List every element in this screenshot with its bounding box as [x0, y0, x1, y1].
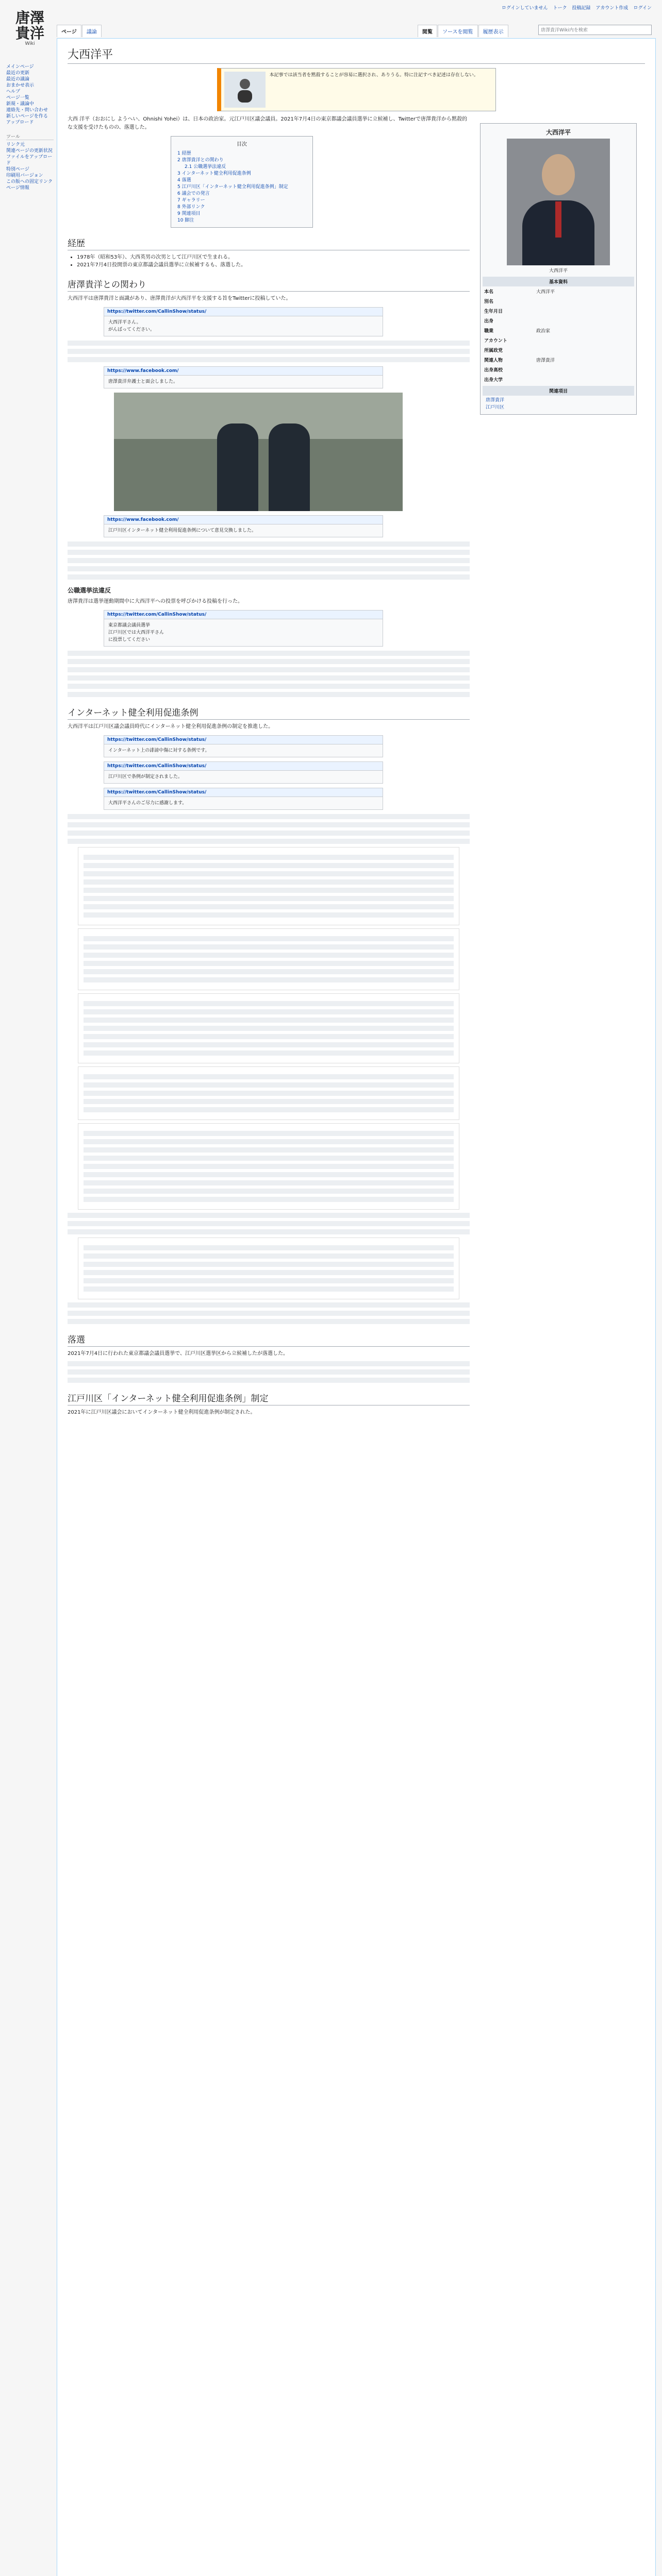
tools-heading: ツール [6, 133, 54, 140]
embedded-post [104, 761, 383, 784]
post-line: 江戸川区インターネット健全利用促進条例について意見交換しました。 [108, 528, 257, 533]
infobox-key: 所属政党 [484, 348, 503, 353]
sidebar-nav-link[interactable]: 新しいページを作る [6, 114, 48, 119]
toc-item[interactable] [177, 204, 306, 211]
infobox-value [535, 296, 634, 306]
infobox-section-links: 関連項目 [483, 386, 634, 396]
post-body [104, 619, 383, 646]
post-line: 東京都議会議員選挙 [108, 623, 151, 628]
post-line: がんばってください。 [108, 327, 155, 332]
toc-number: 5 [177, 184, 180, 190]
nav-portal [6, 64, 54, 126]
ordinance-paragraph: 大西洋平は江戸川区議会議員時代にインターネット健全利用促進条例の制定を推進した。 [68, 724, 274, 730]
table-of-contents [171, 136, 313, 228]
toc-number: 7 [177, 198, 180, 203]
section-career-title: 経歴 [68, 236, 470, 250]
post-link[interactable]: https://twitter.com/CallinShow/status/ [104, 788, 383, 797]
intro-paragraph: 大西 洋平（おおにし ようへい、Ohnishi Yohei）は、日本の政治家。元江戸川区議会議員。2021年7月4日の東京都議会議員選挙に立候補し、Twitterで唐澤貴洋から黙殺的な支援を受けたものの、落選した。 [68, 116, 468, 130]
post-link[interactable]: https://www.facebook.com/ [104, 516, 383, 524]
career-list [77, 253, 470, 269]
section-defeat-title: 落選 [68, 1332, 470, 1347]
toc-number: 2 [177, 158, 180, 163]
notice-box [217, 68, 496, 111]
text-block [68, 1302, 470, 1324]
infobox-key: 職業 [484, 329, 494, 334]
sidebar-nav-link[interactable]: 最近の議論 [6, 77, 30, 82]
post-line: 大西洋平さん。 [108, 320, 141, 325]
edogawa-paragraph: 2021年に江戸川区議会においてインターネット健全利用促進条例が制定された。 [68, 1410, 256, 1415]
sidebar-nav-link[interactable]: 最近の更新 [6, 71, 30, 76]
quote-block [78, 928, 459, 990]
sidebar-tool-link[interactable]: ページ情報 [6, 185, 29, 191]
quote-block [78, 847, 459, 925]
sidebar-tool-link[interactable]: 特別ページ [6, 167, 29, 172]
infobox-link[interactable]: 江戸川区 [486, 405, 505, 410]
infobox-row [483, 335, 634, 345]
view-tabs [418, 25, 509, 37]
post-link[interactable]: https://twitter.com/CallinShow/status/ [104, 736, 383, 744]
toc-item[interactable] [177, 211, 306, 217]
infobox-row [483, 316, 634, 326]
notice-text: 本記事では該当者を黙殺することが容易に選択され、ありうる。特に注記すべき記述は存在しない。 [269, 73, 478, 78]
embedded-post [104, 366, 383, 388]
toc-label: 外部リンク [181, 205, 205, 210]
infobox-key: 出身高校 [484, 368, 503, 373]
meeting-photo [114, 393, 403, 511]
sidebar-nav-link[interactable]: ヘルプ [6, 89, 21, 94]
infobox-row [483, 306, 634, 316]
embedded-post [104, 515, 383, 537]
tab-namespace[interactable]: ページ [57, 25, 81, 37]
infobox-row [483, 296, 634, 306]
infobox-value [535, 365, 634, 375]
sidebar-tool-link[interactable]: リンク元 [6, 142, 25, 147]
toc-number: 4 [177, 178, 180, 183]
section-edogawa-title: 江戸川区「インターネット健全利用促進条例」制定 [68, 1391, 470, 1405]
page-title: 大西洋平 [68, 46, 645, 64]
personal-link[interactable]: ログインしていません [501, 6, 548, 11]
infobox-value [535, 375, 634, 384]
post-body [104, 316, 383, 336]
toc-label: ギャラリー [181, 198, 205, 203]
infobox-table [483, 286, 634, 384]
toc-item[interactable] [177, 217, 306, 224]
post-link[interactable]: https://twitter.com/CallinShow/status/ [104, 762, 383, 771]
toc-number: 10 [177, 218, 184, 223]
logo-mark: 唐澤 貴洋 [15, 9, 44, 42]
text-block [68, 814, 470, 844]
toc-number: 2.1 [185, 164, 192, 170]
post-link[interactable]: https://twitter.com/CallinShow/status/ [104, 308, 383, 316]
embedded-post [104, 307, 383, 336]
post-line: 江戸川区で条例が制定されました。 [108, 774, 183, 779]
relation-paragraph: 大西洋平は唐澤貴洋と面識があり、唐澤貴洋が大西洋平を支援する旨をTwitterに投稿していた。 [68, 296, 291, 301]
embedded-post [104, 735, 383, 757]
tab-namespace[interactable]: 議論 [82, 25, 102, 37]
infobox-link[interactable]: 唐澤貴洋 [486, 398, 505, 403]
infobox-section-basic: 基本資料 [483, 277, 634, 286]
sidebar-nav-link[interactable]: アップロード [6, 120, 34, 125]
sidebar-tool-link[interactable]: 関連ページの更新状況 [6, 148, 53, 154]
infobox-row [483, 365, 634, 375]
infobox-row [483, 355, 634, 365]
sidebar-tool-link[interactable]: ファイルをアップロード [6, 155, 53, 166]
portrait-photo [507, 139, 610, 265]
personal-link[interactable]: アカウント作成 [595, 6, 628, 11]
toc-number: 9 [177, 211, 180, 216]
post-line: 江戸川区では大西洋平さん [108, 630, 164, 635]
toc-label: 議会での発言 [181, 191, 210, 196]
quote-block [78, 1066, 459, 1120]
infobox-key: 本名 [484, 290, 494, 295]
toc-item[interactable] [177, 150, 306, 157]
defeat-paragraph: 2021年7月4日に行われた東京都議会議員選挙で、江戸川区選挙区から立候補したが落選した。 [68, 1351, 288, 1357]
infobox-key: 生年月日 [484, 309, 503, 314]
toc-number: 8 [177, 205, 180, 210]
text-block [68, 1361, 470, 1383]
career-item: • 1978年（昭和53年）、大西英男の次男として江戸川区で生まれる。 [77, 253, 470, 261]
post-line: インターネット上の誹謗中傷に対する条例です。 [108, 748, 210, 753]
sidebar-tool-link[interactable]: 印刷用バージョン [6, 173, 43, 178]
post-line: に投票してください [108, 637, 151, 642]
toc-label: 関連項目 [181, 211, 201, 216]
sidebar-nav-link[interactable]: ページ一覧 [6, 95, 29, 100]
infobox [480, 123, 637, 415]
subsection-election-title: 公職選挙法違反 [68, 587, 111, 594]
toc-label: 落選 [181, 178, 191, 183]
site-logo[interactable] [13, 10, 46, 57]
post-body [104, 797, 383, 809]
toc-item[interactable] [177, 197, 306, 204]
infobox-value [535, 345, 634, 355]
personal-tools [502, 4, 652, 11]
toc-label: 公職選挙法違反 [193, 164, 226, 170]
sidebar-nav-link[interactable]: メインページ [6, 64, 34, 70]
text-block [68, 651, 470, 697]
post-link[interactable]: https://twitter.com/CallinShow/status/ [104, 611, 383, 619]
namespace-tabs [57, 25, 102, 37]
infobox-key: 出身 [484, 319, 494, 324]
toc-label: 経歴 [181, 151, 191, 156]
toc-number: 1 [177, 151, 180, 156]
infobox-title: 大西洋平 [545, 129, 571, 136]
section-relation-title: 唐澤貴洋との関わり [68, 277, 470, 292]
sidebar [0, 0, 57, 191]
sidebar-nav-link[interactable]: 連絡先・問い合わせ [6, 108, 48, 113]
infobox-row [483, 375, 634, 384]
infobox-row [483, 345, 634, 355]
main-content [57, 38, 656, 2576]
toc-number: 6 [177, 191, 180, 196]
personal-link[interactable]: トーク [553, 6, 567, 11]
personal-link[interactable]: 投稿記録 [572, 6, 591, 11]
sidebar-nav-link[interactable]: 新規・議論中 [6, 101, 35, 107]
infobox-row [483, 326, 634, 335]
infobox-key: 出身大学 [484, 378, 503, 383]
sidebar-tool-link[interactable]: この版への固定リンク [6, 179, 53, 184]
toc-label: 江戸川区「インターネット健全利用促進条例」制定 [181, 184, 288, 190]
infobox-value: 大西洋平 [536, 290, 555, 295]
toc-item[interactable] [177, 164, 306, 171]
post-body [104, 744, 383, 757]
section-ordinance-title: インターネット健全利用促進条例 [68, 705, 470, 720]
quote-block [78, 1238, 459, 1299]
toc-label: 唐澤貴洋との関わり [181, 158, 224, 163]
notice-image [224, 72, 266, 108]
text-block [68, 1213, 470, 1234]
toc-title: 目次 [237, 142, 247, 147]
sidebar-nav-link[interactable]: おまかせ表示 [6, 83, 35, 88]
infobox-value: 唐澤貴洋 [536, 358, 555, 363]
embedded-post [104, 788, 383, 810]
text-block [68, 341, 470, 362]
infobox-value [535, 306, 634, 316]
toc-label: インターネット健全利用促進条例 [181, 171, 251, 176]
embedded-post [104, 610, 383, 647]
toc-item[interactable] [177, 177, 306, 184]
post-line: 唐澤貴洋弁護士と面会しました。 [108, 379, 178, 384]
tools-portal [6, 133, 54, 191]
logo-subtitle: Wiki [25, 41, 35, 46]
search-input[interactable]: 唐澤貴洋Wiki内を検索 [538, 25, 652, 35]
tab-view[interactable]: 閲覧 [418, 25, 437, 37]
career-item: • 2021年7月4日投開票の東京都議会議員選挙に立候補するも、落選した。 [77, 261, 470, 269]
post-line: 大西洋平さんのご尽力に感謝します。 [108, 801, 187, 806]
post-body [104, 524, 383, 537]
infobox-value [535, 335, 634, 345]
election-paragraph: 唐澤貴洋は選挙運動期間中に大西洋平への投票を呼びかける投稿を行った。 [68, 599, 243, 604]
personal-link[interactable]: ログイン [633, 6, 652, 11]
toc-item[interactable] [177, 157, 306, 164]
toc-item[interactable] [177, 184, 306, 191]
infobox-value [535, 316, 634, 326]
infobox-key: 関連人物 [484, 358, 503, 363]
toc-label: 脚注 [185, 218, 194, 223]
text-block [68, 541, 470, 580]
tab-view[interactable]: 履歴表示 [478, 25, 508, 37]
quote-block [78, 993, 459, 1063]
infobox-row [483, 286, 634, 296]
infobox-key: アカウント [484, 338, 507, 344]
toc-item[interactable] [177, 171, 306, 177]
post-body [104, 376, 383, 388]
infobox-caption: 大西洋平 [549, 268, 568, 274]
tab-view[interactable]: ソースを閲覧 [438, 25, 478, 37]
post-link[interactable]: https://www.facebook.com/ [104, 367, 383, 376]
post-body [104, 771, 383, 783]
infobox-value: 政治家 [536, 329, 551, 334]
infobox-key: 別名 [484, 299, 494, 304]
top-bar [57, 0, 662, 41]
toc-item[interactable] [177, 191, 306, 197]
quote-block [78, 1123, 459, 1210]
toc-number: 3 [177, 171, 180, 176]
